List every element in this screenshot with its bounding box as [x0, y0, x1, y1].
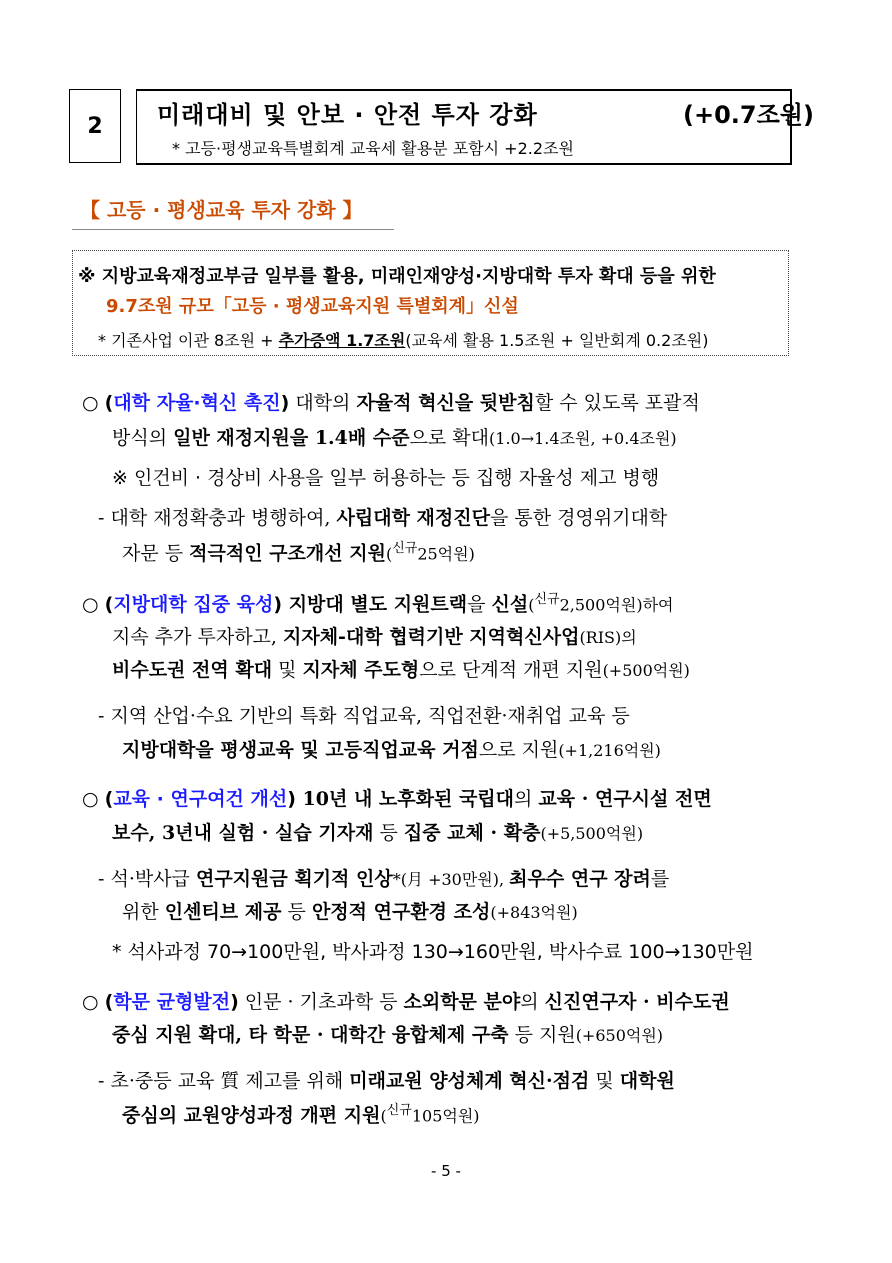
item-emphasis: 자율적 혁신을 뒷받침	[356, 392, 535, 414]
item-text: 의	[514, 788, 539, 810]
item-2-line-2	[112, 622, 637, 649]
item-text: 등	[373, 822, 404, 844]
bullet-icon: ○	[82, 593, 99, 616]
item-2-line-3	[112, 655, 690, 682]
section-divider	[72, 229, 394, 230]
item-emphasis: 일반 재정지원을 1.4배 수준	[173, 427, 410, 449]
item-emphasis: 중심의 교원양성과정 개편 지원	[122, 1104, 381, 1127]
item-emphasis: 지자체-대학 협력기반 지역혁신사업	[283, 626, 580, 648]
item-text: 을	[467, 593, 492, 616]
item-3-line-1: ○ (교육 · 연구여건 개선) 10년 내 노후화된 국립대의 교육 · 연구시설 전면	[82, 788, 712, 810]
item-4-sub-1	[98, 1066, 675, 1093]
item-tag: 학문 균형발전	[113, 991, 231, 1013]
item-text: 위한	[122, 901, 165, 923]
item-emphasis: 비수도권 전역 확대	[112, 659, 273, 681]
item-emphasis: 미래교원 양성체계 혁신·점검	[349, 1070, 590, 1092]
item-text: 방식의	[112, 427, 174, 449]
item-text: 등	[281, 901, 312, 923]
item-3-line-2	[112, 818, 643, 845]
item-text: 지속 추가 투자하고,	[112, 626, 283, 648]
item-text: 및	[589, 1070, 620, 1092]
notice-text: * 기존사업 이관 8조원 +	[98, 331, 279, 350]
item-text: 대학의	[289, 392, 357, 414]
item-amount: (+650억원)	[575, 1026, 664, 1045]
item-text: 등 지원	[508, 1024, 576, 1046]
item-4-line-2	[112, 1020, 663, 1047]
item-text: 을 통한 경영위기대학	[489, 507, 668, 529]
item-amount: 105억원)	[411, 1106, 480, 1126]
notice-text: (교육세 활용 1.5조원 + 일반회계 0.2조원)	[405, 331, 709, 350]
item-emphasis: 교육 · 연구시설 전면	[538, 788, 712, 810]
item-text: 의	[520, 991, 545, 1013]
new-label: 신규	[534, 592, 560, 607]
section-title: 【 고등 · 평생교육 투자 강화 】	[80, 198, 363, 222]
item-text: 으로 지원	[478, 739, 559, 761]
item-1-sub-2	[122, 537, 475, 565]
item-emphasis: 집중 교체 · 확충	[403, 822, 541, 844]
item-text: - 초·중등 교육 質 제고를 위해	[98, 1070, 350, 1092]
item-text: - 대학 재정확충과 병행하여,	[98, 507, 337, 529]
notice-line-2: 9.7조원 규모「고등 · 평생교육지원 특별회계」신설	[106, 296, 519, 317]
item-emphasis: 사립대학 재정진단	[336, 507, 490, 529]
bullet-icon: ○	[82, 788, 99, 810]
item-emphasis: 적극적인 구조개선 지원	[189, 542, 386, 565]
item-emphasis: 지방대학을 평생교육 및 고등직업교육 거점	[122, 739, 479, 761]
item-emphasis: 10년 내 노후화된 국립대	[295, 788, 515, 810]
bullet-icon: ○	[82, 991, 99, 1013]
item-emphasis: 안정적 연구환경 조성	[311, 901, 491, 923]
item-emphasis: 중심 지원 확대, 타 학문 · 대학간 융합체제 구축	[112, 1024, 509, 1046]
item-3-note: * 석사과정 70→100만원, 박사과정 130→160만원, 박사수료 100→130만원	[112, 941, 754, 963]
item-amount: 25억원)	[417, 544, 475, 564]
notice-line-1: ※ 지방교육재정교부금 일부를 활용, 미래인재양성·지방대학 투자 확대 등을 위한	[78, 266, 716, 287]
item-amount: (	[385, 544, 393, 564]
item-emphasis: 지자체 주도형	[302, 659, 420, 681]
item-text: 으로 확대	[409, 427, 490, 449]
item-amount: (	[528, 595, 535, 615]
item-amount: (+5,500억원)	[540, 824, 644, 843]
item-1-line-1: ○ (대학 자율·혁신 촉진) 대학의 자율적 혁신을 뒷받침할 수 있도록 포괄적	[82, 392, 700, 414]
item-amount: (1.0→1.4조원, +0.4조원)	[489, 429, 677, 448]
item-text: - 석·박사급	[98, 868, 196, 890]
item-text: 인문 · 기초과학 등	[238, 991, 404, 1013]
item-emphasis: 최우수 연구 장려	[509, 868, 651, 890]
new-label: 신규	[392, 541, 418, 556]
item-text: (RIS)의	[579, 628, 637, 647]
item-text: *(月 +30만원),	[392, 870, 510, 889]
item-amount: (	[380, 1106, 387, 1126]
header-note: * 고등·평생교육특별회계 교육세 활용분 포함시 +2.2조원	[172, 139, 574, 158]
item-emphasis: 인센티브 제공	[164, 901, 282, 923]
item-amount: (+500억원)	[602, 661, 690, 680]
section-number: 2	[69, 89, 121, 163]
new-label: 신규	[386, 1103, 412, 1118]
item-amount: 2,500억원)하여	[559, 595, 674, 615]
page-title: 미래대비 및 안보 · 안전 투자 강화	[157, 101, 538, 129]
budget-amount: (+0.7조원)	[683, 101, 814, 129]
item-1-line-2	[112, 423, 677, 450]
item-4-line-1: ○ (학문 균형발전) 인문 · 기초과학 등 소외학문 분야의 신진연구자 · 비수도권	[82, 991, 730, 1013]
item-text: 를	[650, 868, 670, 890]
item-4-sub-2	[122, 1099, 480, 1127]
notice-emphasis: 추가증액 1.7조원	[278, 331, 406, 350]
item-emphasis: 연구지원금 획기적 인상	[195, 868, 393, 890]
item-tag: 교육 · 연구여건 개선	[113, 788, 288, 810]
item-emphasis: 신설	[491, 593, 529, 616]
item-emphasis: 신진연구자 · 비수도권	[544, 991, 730, 1013]
item-1-note: ※ 인건비 · 경상비 사용을 일부 허용하는 등 집행 자율성 제고 병행	[112, 467, 660, 489]
item-3-sub-1	[98, 864, 669, 891]
item-2-sub-2	[122, 735, 661, 762]
item-tag: 대학 자율·혁신 촉진	[113, 392, 281, 414]
item-1-sub-1	[98, 503, 667, 530]
bullet-icon: ○	[82, 392, 99, 414]
item-2-line-1: ○ (지방대학 집중 육성) 지방대 별도 지원트랙을 신설($^{신규}$2,500억원)하여	[82, 592, 674, 616]
item-text: 자문 등	[122, 542, 190, 565]
item-text: 으로 단계적 개편 지원	[419, 659, 603, 681]
item-amount: (+1,216억원)	[558, 741, 661, 760]
item-tag: 지방대학 집중 육성	[113, 593, 274, 616]
notice-line-3	[98, 328, 708, 351]
item-text: 및	[272, 659, 303, 681]
page-number: - 5 -	[431, 1162, 461, 1180]
item-2-sub-1: - 지역 산업·수요 기반의 특화 직업교육, 직업전환·재취업 교육 등	[98, 705, 630, 727]
item-amount: (+843억원)	[490, 903, 578, 922]
item-emphasis: 소외학문 분야	[403, 991, 521, 1013]
item-emphasis: 지방대 별도 지원트랙	[282, 593, 468, 616]
item-emphasis: 보수, 3년내 실험 · 실습 기자재	[112, 822, 374, 844]
item-3-sub-2	[122, 897, 578, 924]
item-text: 할 수 있도록 포괄적	[534, 392, 700, 414]
item-emphasis: 대학원	[619, 1070, 675, 1092]
